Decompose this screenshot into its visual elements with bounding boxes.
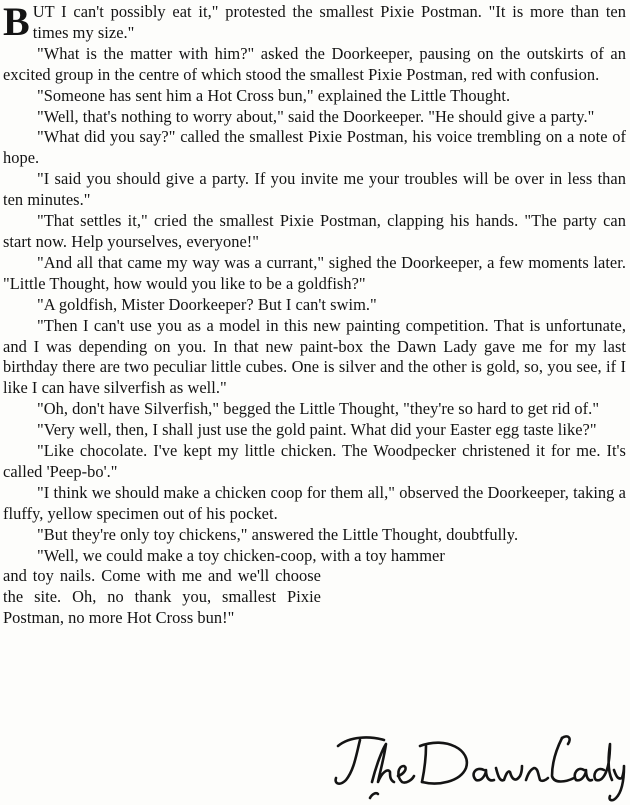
paragraph: "What is the matter with him?" asked the Doorkeeper, pausing on the outskirts of an excited group in the centre of which stood the smallest Pixie Postman, red with confusion. [3,43,626,84]
paragraph-final-rest: and toy nails. Come with me and we'll choose the site. Oh, no thank you, smallest Pixie Postman, no more Hot Cross bun!" [3,566,321,628]
drop-cap: B [3,0,30,44]
paragraph-text: UT I can't possibly eat it," protested the smallest Pixie Postman. "It is more than ten times my size." [32,2,626,42]
paragraph: "A goldfish, Mister Doorkeeper? But I can't swim." [37,294,377,314]
paragraph: "I said you should give a party. If you invite me your troubles will be over in less than ten minutes." [3,169,626,210]
paragraph: "I think we should make a chicken coop for them all," observed the Doorkeeper, taking a fluffy, yellow specimen out of his pocket. [3,482,626,523]
paragraph: "Well, that's nothing to worry about," said the Doorkeeper. "He should give a party." [37,106,595,126]
paragraph: "And all that came my way was a currant," sighed the Doorkeeper, a few moments later. "Little Thought, how would you like to be a goldfish?" [3,252,626,293]
signature-drawing [326,706,626,805]
paragraph: "Oh, don't have Silverfish," begged the Little Thought, "they're so hard to get rid of." [37,399,600,419]
paragraph: "Someone has sent him a Hot Cross bun," explained the Little Thought. [37,85,511,105]
signature [326,706,626,805]
paragraph-opening [3,2,626,44]
paragraph: "Very well, then, I shall just use the gold paint. What did your Easter egg taste like?" [37,420,597,440]
paragraph: "Like chocolate. I've kept my little chicken. The Woodpecker christened it for me. It's called 'Peep-bo'." [3,441,626,481]
paragraph: "But they're only toy chickens," answered the Little Thought, doubtfully. [37,524,519,544]
paragraph: "That settles it," cried the smallest Pixie Postman, clapping his hands. "The party can start now. Help yourselves, everyone!" [3,211,626,251]
paragraph-final-lead: "Well, we could make a toy chicken-coop, with a toy hammer [37,545,445,565]
paragraph: "What did you say?" called the smallest Pixie Postman, his voice trembling on a note of hope. [3,127,626,168]
paragraph: "Then I can't use you as a model in this new painting competition. That is unfortunate, and I was depending on you. In that new paint-box the Dawn Lady gave me for my last birthday there are two peculiar little cubes. One is silver and the other is gold, so, you see, if I like I can have silverfish as well." [3,315,626,398]
